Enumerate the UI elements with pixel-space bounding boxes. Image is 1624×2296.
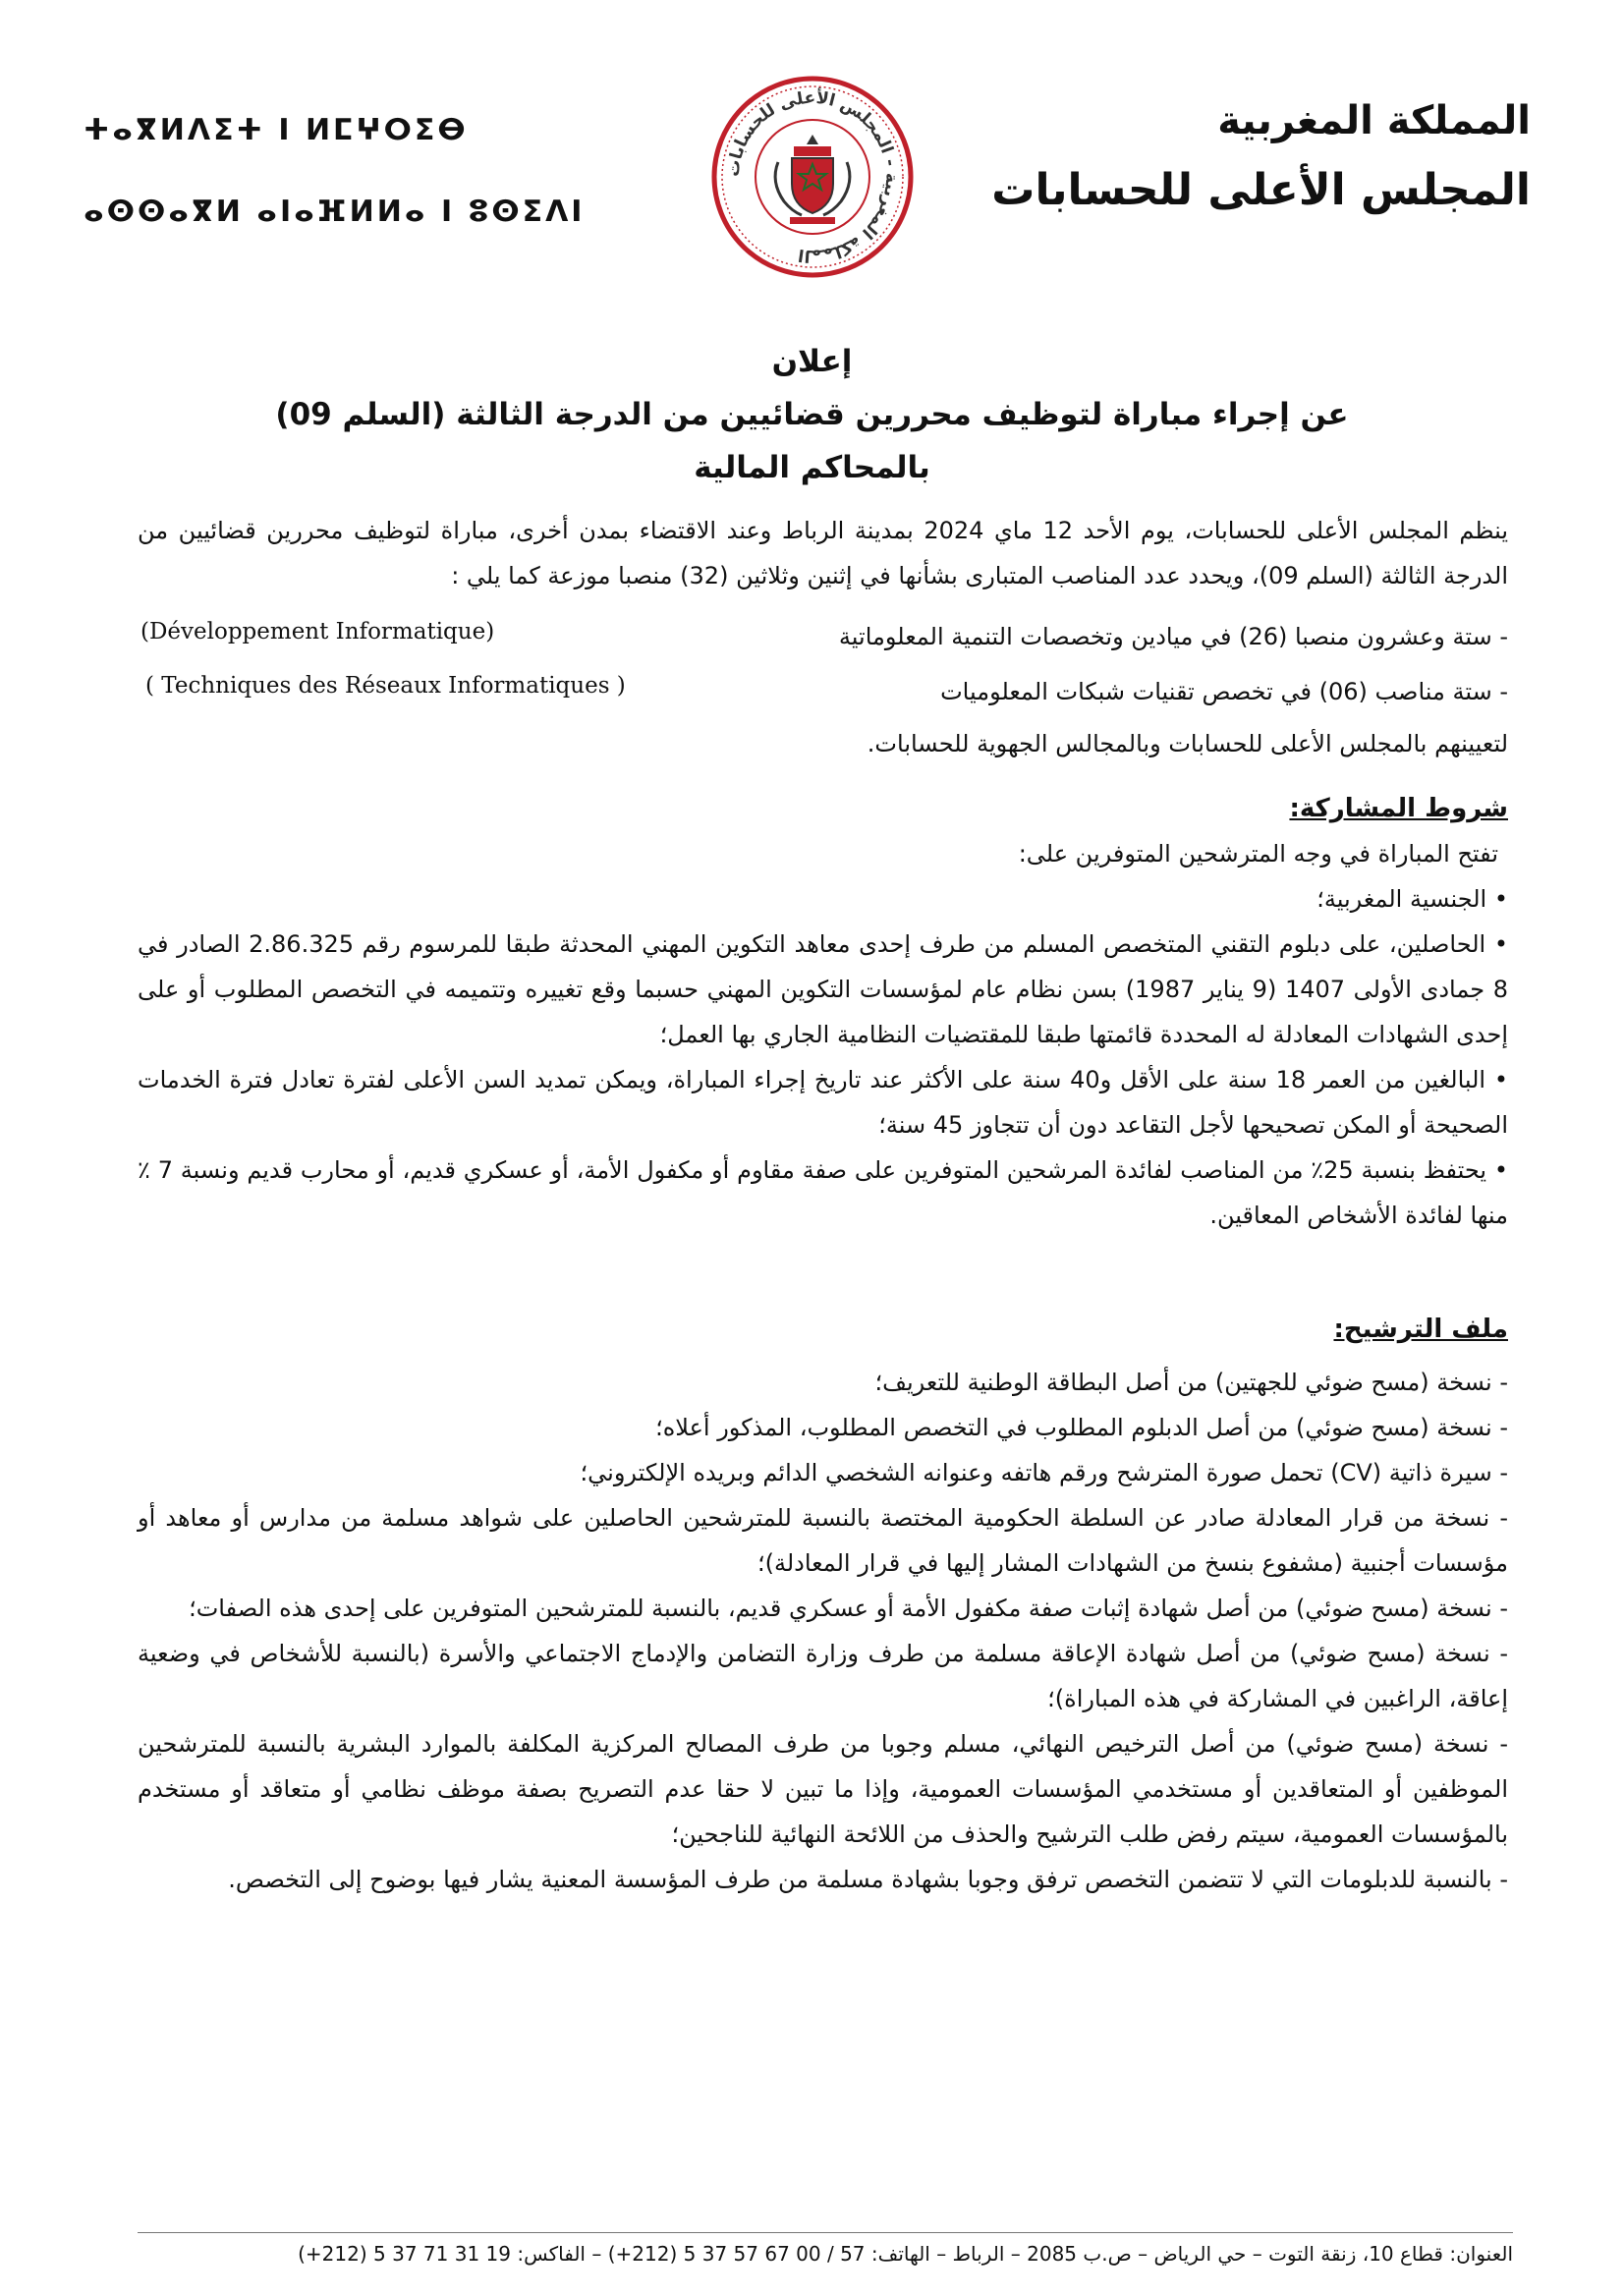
dossier-item: - نسخة (مسح ضوئي) من أصل شهادة الإعاقة مسلمة من طرف وزارة التضامن والإدماج الاجتماعي والأسرة (بالنسبة للأشخاص في وضعية إعاقة، الراغبين في المشاركة في هذه المباراة)؛ (138, 1631, 1508, 1721)
dossier-title: ملف الترشيح: (1333, 1315, 1508, 1344)
title-line-1: إعلان (771, 344, 853, 379)
court-name-ar: المجلس الأعلى للحسابات (991, 165, 1531, 215)
announcement-title (0, 344, 1624, 485)
dossier-item: - نسخة (مسح ضوئي) من أصل الدبلوم المطلوب في التخصص المطلوب، المذكور أعلاه؛ (138, 1405, 1508, 1450)
dossier-item: - نسخة (مسح ضوئي) من أصل شهادة إثبات صفة مكفول الأمة أو عسكري قديم، بالنسبة للمترشحين المتوفرين على إحدى هذه الصفات؛ (138, 1586, 1508, 1631)
dossier-item: - نسخة من قرار المعادلة صادر عن السلطة الحكومية المختصة بالنسبة للمترشحين الحاصلين على شواهد مسلمة من مدارس أو معاهد أو مؤسسات أجنبية (مشفوع بنسخ من الشهادات المشار إليها في قرار المعادلة)؛ (138, 1495, 1508, 1586)
coat-of-arms-icon (775, 135, 850, 224)
kingdom-name-tifinagh: ⵜⴰⴳⵍⴷⵉⵜ ⵏ ⵍⵎⵖⵔⵉⴱ (84, 113, 469, 147)
court-name-tifinagh: ⴰⵙⵙⴰⴳⵍ ⴰⵏⴰⴼⵍⵍⴰ ⵏ ⵓⵙⵉⴷⵏ (84, 195, 586, 229)
positions-item-network: - ستة مناصب (06) في تخصص تقنيات شبكات المعلوميات (820, 669, 1508, 714)
court-seal-emblem (709, 74, 916, 280)
positions-list (820, 614, 1508, 714)
condition-item: • يحتفظ بنسبة 25٪ من المناصب لفائدة المرشحين المتوفرين على صفة مقاوم أو مكفول الأمة، أو عسكري قديم، أو محارب قديم ونسبة 7 ٪ منها لفائدة الأشخاص المعاقين. (138, 1148, 1508, 1238)
title-line-3: بالمحاكم المالية (694, 450, 930, 485)
footer-divider (138, 2232, 1513, 2233)
title-line-2: عن إجراء مباراة لتوظيف محررين قضائيين من الدرجة الثالثة (السلم 09) (275, 397, 1349, 432)
intro-closing-paragraph: لتعيينهم بالمجلس الأعلى للحسابات وبالمجالس الجهوية للحسابات. (867, 730, 1508, 757)
condition-item: • البالغين من العمر 18 سنة على الأقل و40 سنة على الأكثر عند تاريخ إجراء المباراة، ويمكن تمديد السن الأعلى لفترة تعادل فترة الخدمات الصحيحة أو المكن تصحيحها لأجل التقاعد دون أن تتجاوز 45 سنة؛ (138, 1057, 1508, 1148)
conditions-title: شروط المشاركة: (1289, 794, 1508, 823)
condition-item: • الحاصلين، على دبلوم التقني المتخصص المسلم من طرف إحدى معاهد التكوين المهني المحدثة طبقا للمرسوم رقم 2.86.325 الصادر في 8 جمادى الأولى 1407 (9 يناير 1987) بسن نظام عام لمؤسسات التكوين المهني حسبما وقع تغييره وتتميمه في التخصص المطلوب أو على إحدى الشهادات المعادلة له المحددة قائمتها طبقا للمقتضيات النظامية الجاري بها العمل؛ (138, 922, 1508, 1057)
seal-ring-text: المملكة المغربية - المجلس الأعلى للحسابات (723, 87, 902, 266)
header-arabic (991, 98, 1531, 215)
conditions-section (138, 786, 1508, 1238)
dossier-item: - نسخة (مسح ضوئي للجهتين) من أصل البطاقة الوطنية للتعريف؛ (138, 1360, 1508, 1405)
positions-item-network-fr: ( Techniques des Réseaux Informatiques ) (145, 673, 626, 699)
intro-closing (138, 721, 1508, 766)
header-tifinagh (84, 113, 585, 229)
condition-item: • الجنسية المغربية؛ (138, 876, 1508, 922)
dossier-item: - سيرة ذاتية (CV) تحمل صورة المترشح ورقم هاتفه وعنوانه الشخصي الدائم وبريده الإلكتروني؛ (138, 1450, 1508, 1495)
intro-section (138, 508, 1508, 598)
dossier-section (138, 1307, 1508, 1902)
dossier-item: - بالنسبة للدبلومات التي لا تتضمن التخصص ترفق وجوبا بشهادة مسلمة من طرف المؤسسة المعنية يشار فيها بوضوح إلى التخصص. (138, 1857, 1508, 1902)
dossier-item: - نسخة (مسح ضوئي) من أصل الترخيص النهائي، مسلم وجوبا من طرف المصالح المركزية المكلفة بالموارد البشرية بالنسبة للمترشحين الموظفين أو المتعاقدين أو مستخدمي المؤسسات العمومية، وإذا ما تبين لا حقا عدم التصريح بصفة موظف نظامي أو متعاقد أو مستخدم بالمؤسسات العمومية، سيتم رفض طلب الترشيح والحذف من اللائحة النهائية للناجحين؛ (138, 1721, 1508, 1857)
kingdom-name-ar: المملكة المغربية (1217, 98, 1531, 143)
positions-item-dev: - ستة وعشرون منصبا (26) في ميادين وتخصصات التنمية المعلوماتية (820, 614, 1508, 659)
conditions-lead: تفتح المباراة في وجه المترشحين المتوفرين على: (1018, 840, 1498, 868)
positions-item-dev-fr: (Développement Informatique) (140, 619, 495, 644)
footer-address: العنوان: قطاع 10، زنقة التوت – حي الرياض – ص.ب 2085 – الرباط – الهاتف: 57 / 00 67 57 37 5 (212+) – الفاكس: 19 31 71 37 5 (212+) (298, 2242, 1513, 2266)
intro-paragraph: ينظم المجلس الأعلى للحسابات، يوم الأحد 12 ماي 2024 بمدينة الرباط وعند الاقتضاء بمدن أخرى، مباراة لتوظيف محررين قضائيين من الدرجة الثالثة (السلم 09)، ويحدد عدد المناصب المتبارى بشأنها في إثنين وثلاثين (32) منصبا موزعة كما يلي : (138, 517, 1508, 589)
